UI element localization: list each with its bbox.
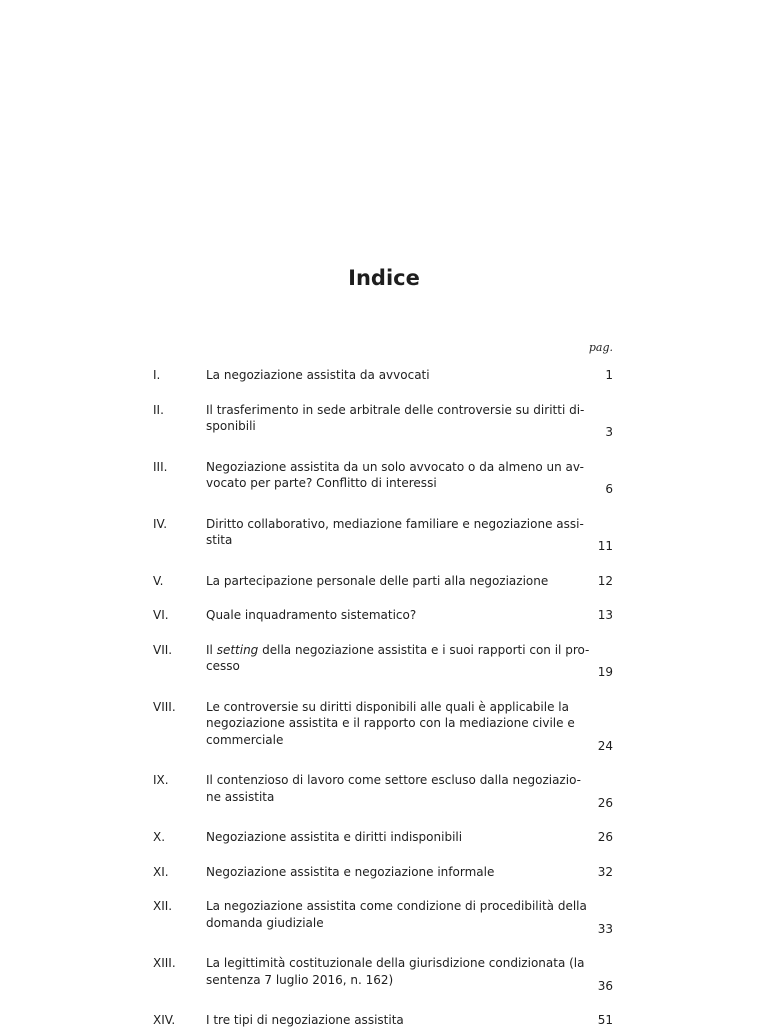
toc-entry-title	[206, 898, 587, 931]
toc-entry-number: V.	[153, 573, 164, 588]
toc-entry-page: 13	[597, 608, 613, 622]
toc-entry	[153, 459, 613, 496]
toc-entry-number: IX.	[153, 773, 169, 787]
toc-entry-number: X.	[153, 830, 166, 844]
toc-entry-title-line: negoziazione assistita e il rapporto con la mediazione civile e	[206, 716, 575, 730]
toc-entry-title	[206, 1012, 580, 1029]
toc-entry	[153, 1012, 613, 1029]
toc-entry-title	[206, 829, 580, 846]
toc-entry	[153, 955, 613, 993]
toc-entry	[153, 367, 613, 384]
toc-entry	[153, 829, 613, 846]
toc-entry-page: 11	[597, 539, 613, 553]
toc-entry	[153, 898, 613, 936]
toc-entry-number: XIII.	[153, 956, 176, 970]
toc-entry-title	[206, 864, 580, 881]
toc-entry-title-line: Diritto collaborativo, mediazione familiare e negoziazione assi-	[206, 516, 584, 531]
toc-entry-title	[206, 955, 585, 988]
toc-entry-title-line: cesso	[206, 659, 240, 673]
toc-entry-title	[206, 573, 580, 590]
toc-entry-title-line: Le controversie su diritti disponibili alle quali è applicabile la	[206, 699, 569, 714]
toc-entry-number: IV.	[153, 516, 168, 531]
toc-entry-number: VII.	[153, 642, 173, 657]
page-column-label: pag.	[588, 341, 613, 354]
toc-entry-page: 12	[597, 573, 613, 588]
toc-entry-number: XII.	[153, 899, 173, 913]
toc-entry-title	[206, 642, 590, 675]
toc-entry	[153, 573, 613, 590]
toc-entry-title-line: La negoziazione assistita come condizione di procedibilità della	[206, 899, 587, 913]
toc-entry-page: 24	[597, 738, 613, 753]
toc-entry-title	[206, 402, 585, 435]
toc-entry	[153, 516, 613, 553]
toc-entry	[153, 607, 613, 624]
toc-entry-title	[206, 699, 580, 749]
toc-entry-page: 51	[597, 1013, 613, 1027]
toc-entry-number: VI.	[153, 608, 169, 622]
toc-entry-number: III.	[153, 459, 168, 474]
toc-entry-title-line: sponibili	[206, 419, 256, 433]
toc-entry-page: 26	[597, 795, 613, 810]
toc-entry-title-line: Quale inquadramento sistematico?	[206, 608, 417, 622]
toc-entry-title-line: Negoziazione assistita e negoziazione informale	[206, 864, 495, 879]
toc-entry-page: 6	[605, 482, 613, 496]
toc-entry-title-line: stita	[206, 533, 233, 547]
toc-entry-title-line: domanda giudiziale	[206, 915, 324, 930]
toc-entry-title-line: ne assistita	[206, 789, 275, 804]
toc-entry-page: 36	[597, 978, 613, 993]
toc-entry	[153, 699, 613, 753]
toc-entry-page: 3	[605, 425, 613, 439]
toc-entry-title-line: vocato per parte? Conflitto di interessi	[206, 476, 437, 490]
toc-entry-title-line: Negoziazione assistita da un solo avvocato o da almeno un av-	[206, 459, 584, 474]
toc-entry-title	[206, 367, 580, 384]
toc-entry-page: 32	[597, 864, 613, 879]
toc-entry-title-line: Negoziazione assistita e diritti indisponibili	[206, 830, 463, 844]
toc-entry-title-line: Il contenzioso di lavoro come settore escluso dalla negoziazio-	[206, 773, 581, 787]
toc-entry-title	[206, 607, 580, 624]
toc-entry-number: I.	[153, 368, 161, 382]
toc-entry-title	[206, 772, 580, 805]
page-title: Indice	[348, 266, 420, 290]
toc-entry	[153, 864, 613, 881]
toc-entry-title-line: commerciale	[206, 732, 284, 747]
toc-entry-title	[206, 516, 584, 549]
toc-entry-page: 26	[597, 830, 613, 844]
toc-entry-title-line: La legittimità costituzionale della giurisdizione condizionata (la	[206, 956, 585, 970]
toc-entry-title-line: Il trasferimento in sede arbitrale delle controversie su diritti di-	[206, 402, 585, 417]
toc-entry-title-line: Il setting della negoziazione assistita e i suoi rapporti con il pro-	[206, 642, 590, 657]
toc-entry	[153, 402, 613, 439]
toc-entry-number: II.	[153, 402, 164, 417]
toc-entry-title	[206, 459, 584, 492]
toc-entry	[153, 642, 613, 679]
toc-entry-title-line: I tre tipi di negoziazione assistita	[206, 1013, 404, 1027]
toc-entry-title-line: sentenza 7 luglio 2016, n. 162)	[206, 972, 394, 987]
toc-entry-title-line: La partecipazione personale delle parti alla negoziazione	[206, 573, 549, 588]
toc-entry-page: 19	[597, 665, 613, 679]
toc-entry-page: 1	[605, 368, 613, 382]
toc-entry-number: VIII.	[153, 699, 176, 714]
toc-entry-number: XI.	[153, 864, 169, 879]
toc-entry-title-line: La negoziazione assistita da avvocati	[206, 368, 430, 382]
toc-entry-number: XIV.	[153, 1013, 176, 1027]
toc-entry-page: 33	[597, 921, 613, 936]
toc-entry	[153, 772, 613, 810]
